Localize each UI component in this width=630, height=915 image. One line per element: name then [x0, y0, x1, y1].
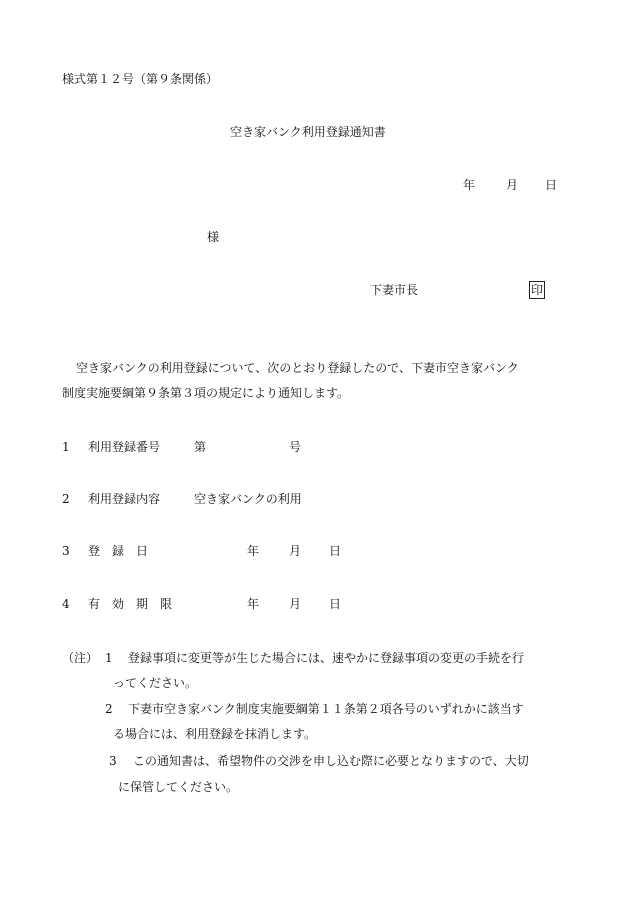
item-day: 日 — [329, 544, 342, 558]
body-line: 制度実施要綱第９条第３項の規定により通知します。 — [62, 386, 350, 400]
date-month: 月 — [506, 178, 519, 192]
note-line: る場合には、利用登録を抹消します。 — [113, 727, 317, 741]
item-number: 2 — [62, 492, 70, 506]
item-day: 日 — [329, 597, 342, 611]
item-label: 利用登録内容 — [88, 492, 161, 506]
note-line: この通知書は、希望物件の交渉を申し込む際に必要となりますので、大切 — [133, 754, 529, 768]
item-prefix: 第 — [194, 440, 207, 454]
item-label: 利用登録番号 — [88, 440, 161, 454]
item-label: 有 効 期 限 — [88, 597, 173, 611]
item-month: 月 — [289, 597, 302, 611]
item-year: 年 — [247, 544, 260, 558]
note-number: 3 — [109, 754, 117, 768]
body-line: 空き家バンクの利用登録について、次のとおり登録したので、下妻市空き家バンク — [76, 361, 519, 375]
item-value: 空き家バンクの利用 — [194, 492, 302, 506]
note-line: 登録事項に変更等が生じた場合には、速やかに登録事項の変更の手続を行 — [128, 651, 525, 665]
item-year: 年 — [247, 597, 260, 611]
seal-mark: 印 — [531, 283, 544, 297]
form-number: 様式第１２号（第９条関係） — [62, 72, 219, 86]
item-month: 月 — [289, 544, 302, 558]
item-number: 3 — [62, 544, 70, 558]
item-number: 1 — [62, 440, 70, 454]
addressee-honorific: 様 — [207, 230, 220, 244]
item-label: 登 録 日 — [88, 544, 149, 558]
date-year: 年 — [463, 178, 476, 192]
note-line: ってください。 — [113, 676, 198, 690]
item-suffix: 号 — [289, 440, 302, 454]
note-line: 下妻市空き家バンク制度実施要綱第１１条第２項各号のいずれかに該当す — [128, 702, 524, 716]
notes-heading: （注） — [62, 651, 99, 665]
issuer-name: 下妻市長 — [370, 283, 419, 297]
date-day: 日 — [545, 178, 558, 192]
document-title: 空き家バンク利用登録通知書 — [230, 125, 386, 139]
note-line: に保管してください。 — [118, 780, 239, 794]
note-number: 1 — [105, 651, 113, 665]
note-number: 2 — [105, 702, 113, 716]
item-number: 4 — [62, 597, 70, 611]
